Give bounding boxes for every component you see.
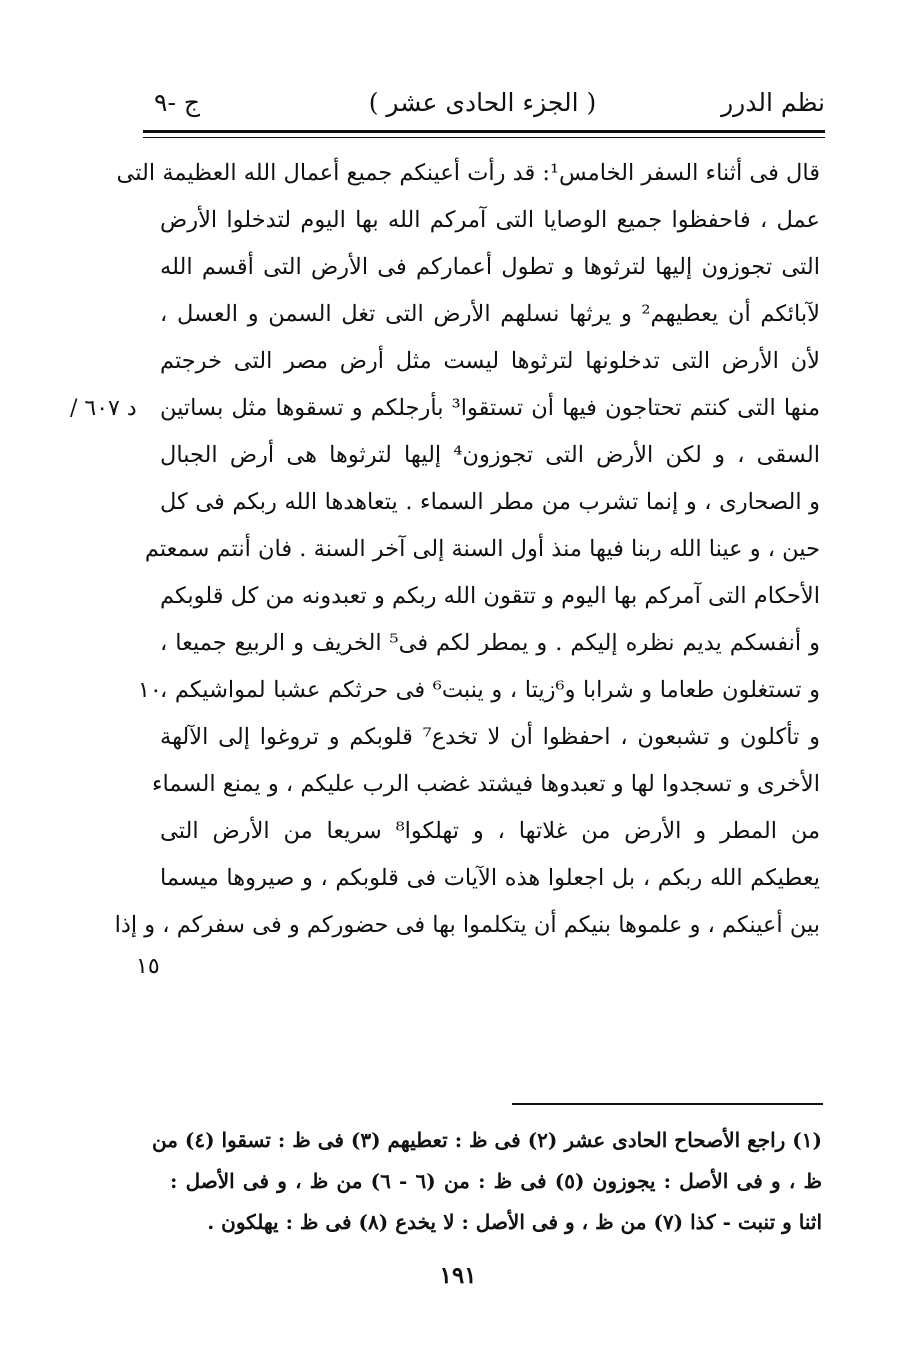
text-line: و تستغلون طعاما و شرابا و⁶زيتا ، و ينبت⁶ فى حرثكم عشبا لمواشيكم ، bbox=[160, 677, 820, 703]
running-header bbox=[140, 80, 825, 124]
text-line: بين أعينكم ، و علموها بنيكم أن يتكلموا بها فى حضوركم و فى سفركم ، و إذا bbox=[114, 912, 820, 938]
part-title: ( الجزء الحادى عشر ) bbox=[368, 88, 597, 117]
footnote-line: ظ ، و فى الأصل : يجوزون (٥) فى ظ : من (٦ - ٦) من ظ ، و فى الأصل : bbox=[170, 1169, 822, 1193]
text-line: منها التى كنتم تحتاجون فيها أن تستقوا³ بأرجلكم و تسقوها مثل بساتين bbox=[160, 395, 820, 421]
text-line: يعطيكم الله ربكم ، بل اجعلوا هذه الآيات فى قلوبكم ، و صيروها ميسما bbox=[160, 865, 820, 891]
page-number: ١٩١ bbox=[439, 1262, 477, 1289]
margin-line-number-15: ١٥ bbox=[136, 954, 160, 979]
text-line: قال فى أثناء السفر الخامس¹: قد رأت أعينكم جميع أعمال الله العظيمة التى bbox=[116, 160, 820, 186]
text-line: الأحكام التى آمركم بها اليوم و تتقون الله ربكم و تعبدونه من كل قلوبكم bbox=[160, 583, 820, 609]
footnotes bbox=[151, 1120, 822, 1243]
text-line: و أنفسكم يديم نظره إليكم . و يمطر لكم فى⁵ الخريف و الربيع جميعا ، bbox=[160, 630, 820, 656]
margin-line-number-10: ١٠ bbox=[138, 678, 162, 703]
text-line: و الصحارى ، و إنما تشرب من مطر السماء . يتعاهدها الله ربكم فى كل bbox=[160, 489, 820, 515]
text-line: من المطر و الأرض من غلاتها ، و تهلكوا⁸ سريعا من الأرض التى bbox=[160, 818, 820, 844]
text-line: حين ، و عينا الله ربنا فيها منذ أول السنة إلى آخر السنة . فان أنتم سمعتم bbox=[144, 536, 820, 562]
text-line: السقى ، و لكن الأرض التى تجوزون⁴ إليها لترثوها هى أرض الجبال bbox=[160, 442, 820, 468]
text-line: لأن الأرض التى تدخلونها لترثوها ليست مثل أرض مصر التى خرجتم bbox=[160, 348, 820, 374]
footnote-line: اثنا و تنبت - كذا (٧) من ظ ، و فى الأصل : لا يخدع (٨) فى ظ : يهلكون . bbox=[207, 1210, 822, 1234]
margin-reference-607: د ٦٠٧ / bbox=[70, 396, 137, 421]
volume-label: ج -٩ bbox=[154, 88, 200, 117]
text-line: و تأكلون و تشبعون ، احفظوا أن لا تخدع⁷ قلوبكم و تروغوا إلى الآلهة bbox=[160, 724, 820, 750]
header-rule-thin bbox=[143, 137, 825, 138]
footnote-rule bbox=[512, 1103, 823, 1105]
header-rule-thick bbox=[143, 130, 825, 133]
text-line: التى تجوزون إليها لترثوها و تطول أعماركم فى الأرض التى أقسم الله bbox=[160, 254, 820, 280]
text-line: الأخرى و تسجدوا لها و تعبدوها فيشتد غضب الرب عليكم ، و يمنع السماء bbox=[151, 771, 820, 797]
footnote-line: (١) راجع الأصحاح الحادى عشر (٢) فى ظ : تعطيهم (٣) فى ظ : تسقوا (٤) من bbox=[151, 1128, 822, 1152]
text-line: عمل ، فاحفظوا جميع الوصايا التى آمركم الله بها اليوم لتدخلوا الأرض bbox=[160, 207, 820, 233]
text-line: لآبائكم أن يعطيهم² و يرثها نسلهم الأرض التى تغل السمن و العسل ، bbox=[160, 301, 820, 327]
book-title: نظم الدرر bbox=[721, 88, 825, 117]
